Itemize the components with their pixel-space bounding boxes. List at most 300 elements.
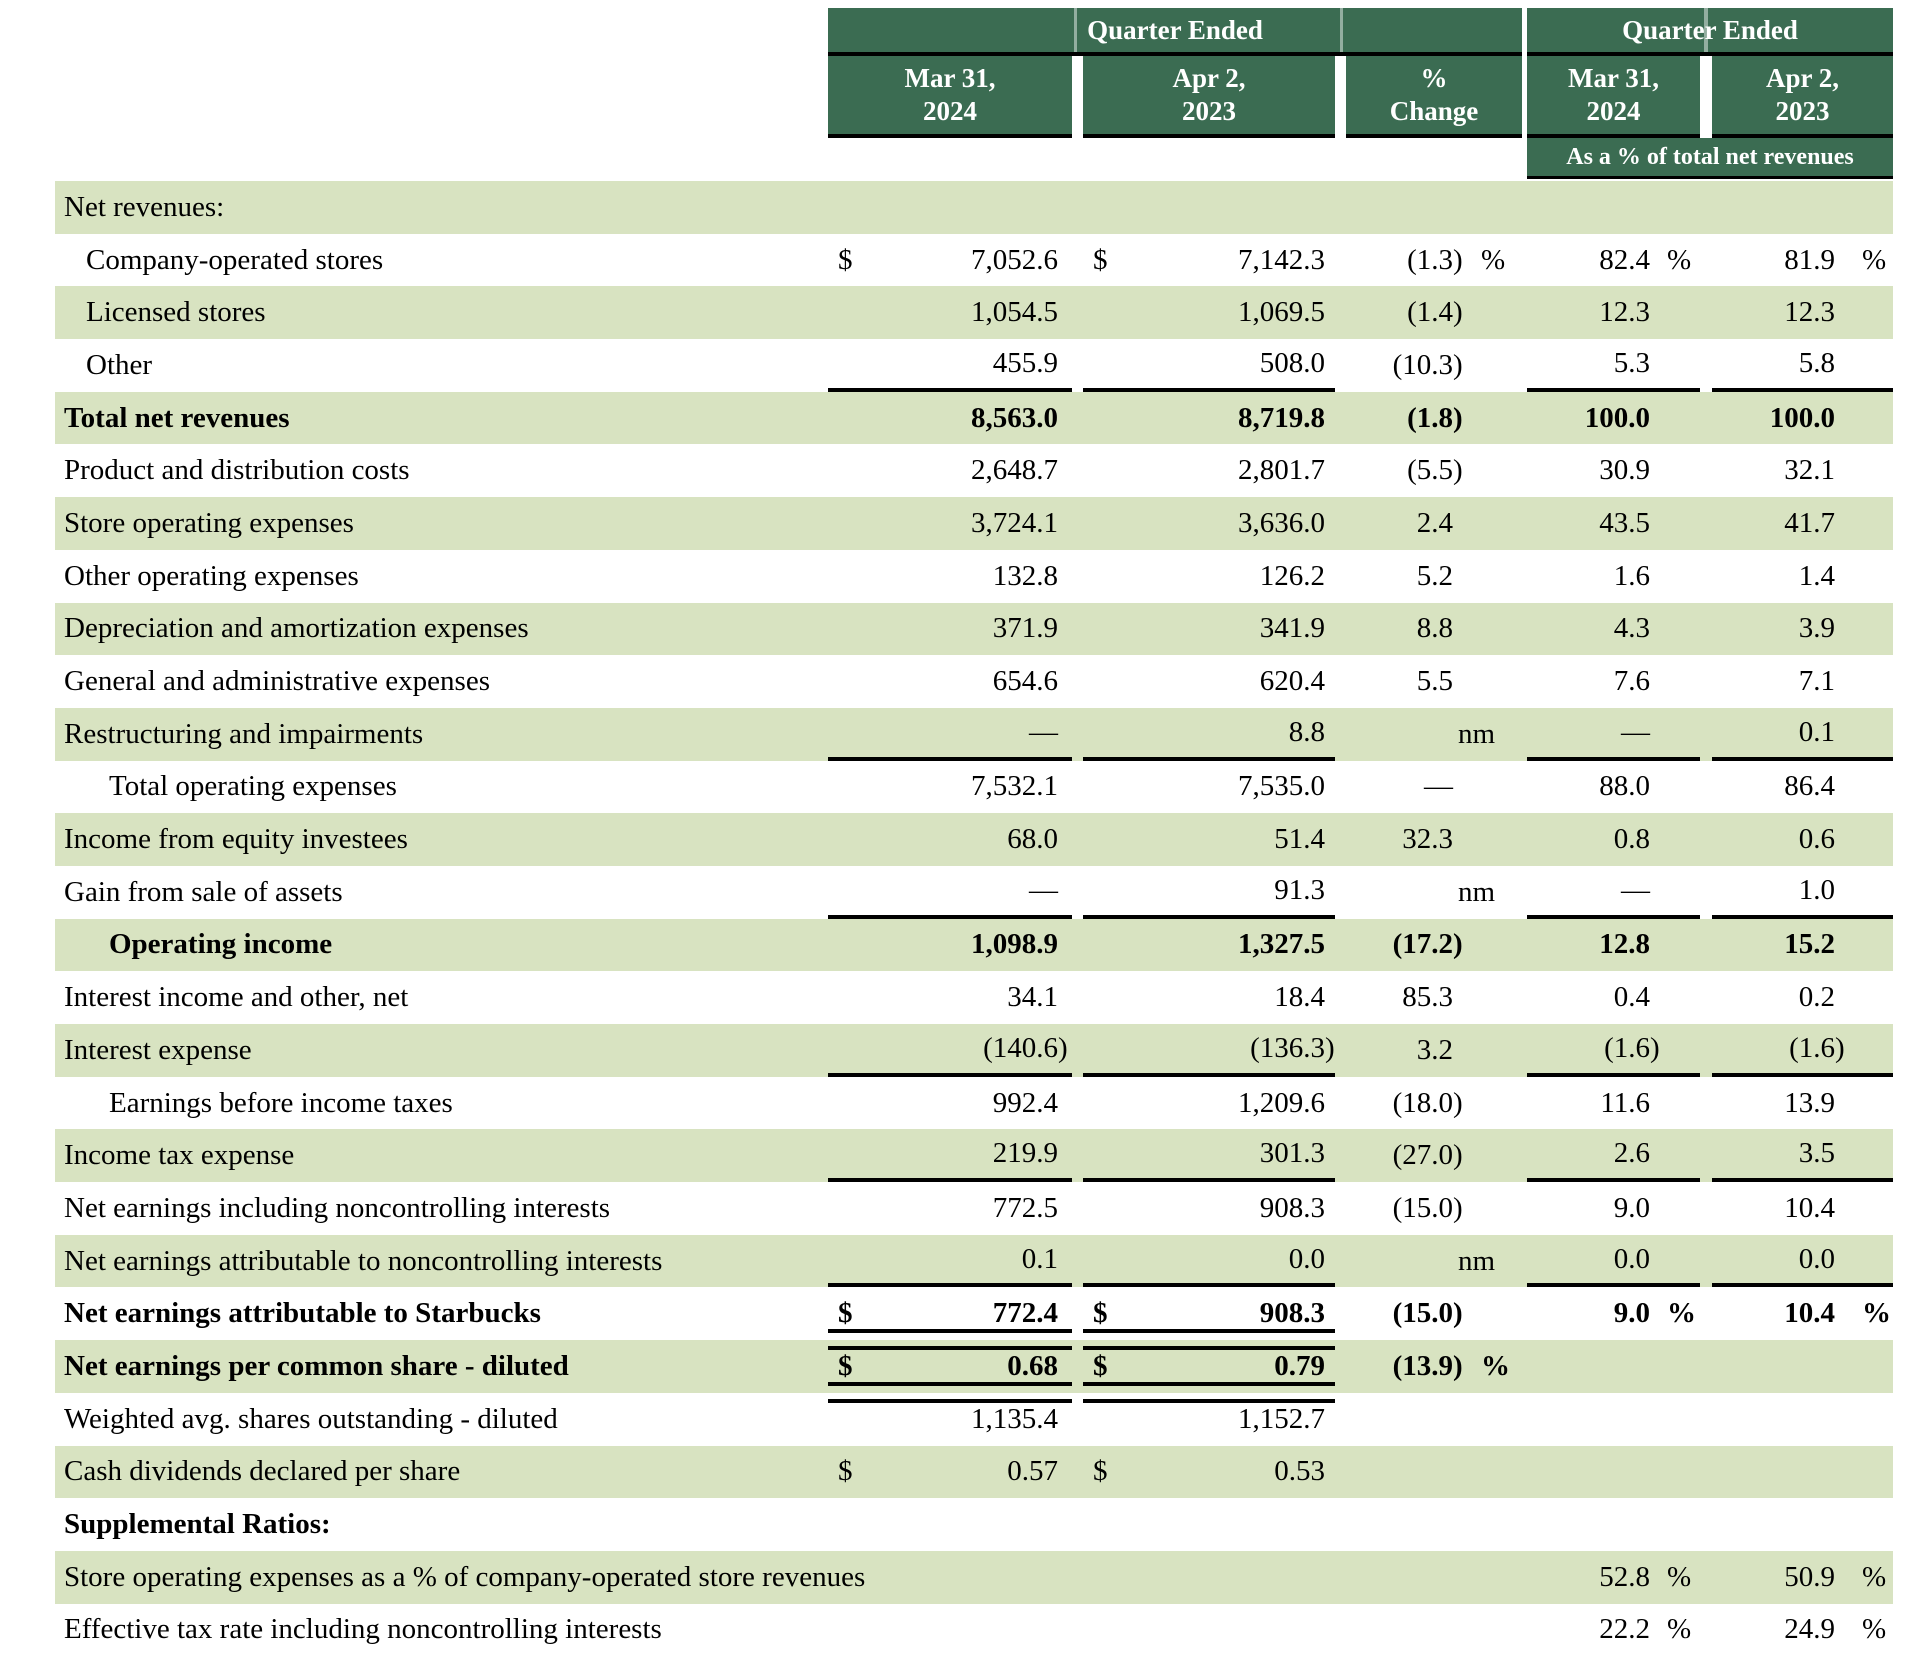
currency-symbol: $ xyxy=(1093,243,1108,276)
cell-apr2-2023 xyxy=(1083,919,1335,972)
cell-mar31-2024 xyxy=(828,603,1072,656)
cell-mar31-2024 xyxy=(828,497,1072,550)
cell-value: 9.0 xyxy=(1613,1191,1650,1224)
table-row xyxy=(55,655,1893,708)
cell-value: 3,636.0 xyxy=(1238,506,1325,539)
column-header-line: 2023 xyxy=(1775,96,1830,126)
cell-value: 9.0 xyxy=(1613,1297,1650,1330)
column-header-line: 2023 xyxy=(1182,96,1236,126)
cell-value: 772.4 xyxy=(992,1297,1058,1330)
cell-value: (136.3 xyxy=(1250,1031,1325,1064)
cell-apr2-2023-pct-of-rev xyxy=(1712,761,1893,814)
cell-value: 32.3 xyxy=(1402,823,1453,856)
cell-value: 0.0 xyxy=(1288,1242,1325,1275)
table-row xyxy=(55,761,1893,814)
cell-value: (15.0 xyxy=(1392,1191,1453,1224)
cell-pct-change xyxy=(1350,1287,1510,1340)
cell-value: 12.3 xyxy=(1599,296,1650,329)
cell-value: (13.9 xyxy=(1392,1349,1453,1382)
cell-value: 7.1 xyxy=(1798,665,1835,698)
percent-sign: % xyxy=(1862,1297,1891,1330)
cell-value: 508.0 xyxy=(1259,346,1325,379)
percent-sign: % xyxy=(1481,1349,1510,1382)
cell-value: 2.4 xyxy=(1416,506,1453,539)
cell-value: 7,532.1 xyxy=(971,770,1058,803)
table-row xyxy=(55,1498,1893,1551)
percent-sign: % xyxy=(1862,1613,1887,1646)
table-row xyxy=(55,392,1893,445)
cell-mar31-2024-pct-of-rev xyxy=(1527,1077,1700,1130)
cell-apr2-2023 xyxy=(1083,497,1335,550)
cell-value: 86.4 xyxy=(1784,770,1835,803)
close-paren: ) xyxy=(1453,1297,1463,1330)
cell-value: — xyxy=(1029,715,1058,748)
cell-value: nm xyxy=(1457,1244,1495,1277)
row-label: Total operating expenses xyxy=(109,770,397,803)
cell-mar31-2024-pct-of-rev xyxy=(1527,234,1700,287)
cell-mar31-2024 xyxy=(828,1077,1072,1130)
close-paren: ) xyxy=(1058,1031,1068,1064)
cell-apr2-2023-pct-of-rev xyxy=(1712,971,1893,1024)
cell-apr2-2023-pct-of-rev xyxy=(1712,444,1893,497)
row-label: Net earnings attributable to noncontrolling interests xyxy=(64,1244,663,1277)
cell-value: 0.8 xyxy=(1613,823,1650,856)
table-row xyxy=(55,286,1893,339)
percent-sign: % xyxy=(1481,243,1506,276)
row-label: Interest expense xyxy=(64,1033,252,1066)
cell-value: 0.0 xyxy=(1798,1242,1835,1275)
cell-apr2-2023 xyxy=(1083,1551,1335,1604)
cell-value: 3.5 xyxy=(1798,1137,1835,1170)
cell-mar31-2024 xyxy=(828,866,1072,919)
close-paren: ) xyxy=(1453,1349,1463,1382)
cell-value: 1,135.4 xyxy=(971,1402,1058,1435)
cell-value: 301.3 xyxy=(1259,1137,1325,1170)
cell-mar31-2024-pct-of-rev xyxy=(1527,971,1700,1024)
cell-pct-change xyxy=(1350,813,1510,866)
cell-value: 5.8 xyxy=(1798,346,1835,379)
cell-apr2-2023-pct-of-rev xyxy=(1712,1498,1893,1551)
column-header-apr2-2023 xyxy=(1083,56,1335,134)
divider-bar xyxy=(1527,176,1893,179)
cell-value: 1,069.5 xyxy=(1238,296,1325,329)
percent-sign: % xyxy=(1667,1560,1692,1593)
cell-apr2-2023 xyxy=(1083,1024,1335,1077)
cell-mar31-2024-pct-of-rev xyxy=(1527,603,1700,656)
cell-mar31-2024-pct-of-rev xyxy=(1527,286,1700,339)
cell-mar31-2024-pct-of-rev xyxy=(1527,919,1700,972)
cell-mar31-2024 xyxy=(828,1129,1072,1182)
cell-mar31-2024-pct-of-rev xyxy=(1527,655,1700,708)
cell-apr2-2023 xyxy=(1083,1604,1335,1657)
cell-apr2-2023-pct-of-rev xyxy=(1712,708,1893,761)
cell-value: 3.2 xyxy=(1416,1033,1453,1066)
cell-value: 4.3 xyxy=(1613,612,1650,645)
cell-value: 1,098.9 xyxy=(971,928,1058,961)
cell-mar31-2024 xyxy=(828,919,1072,972)
cell-mar31-2024-pct-of-rev xyxy=(1527,1604,1700,1657)
close-paren: ) xyxy=(1453,1086,1463,1119)
row-label: Cash dividends declared per share xyxy=(64,1455,461,1488)
cell-mar31-2024 xyxy=(828,813,1072,866)
row-label: Company-operated stores xyxy=(86,243,384,276)
cell-mar31-2024-pct-of-rev xyxy=(1527,550,1700,603)
cell-value: 0.53 xyxy=(1274,1455,1325,1488)
cell-value: 32.1 xyxy=(1784,454,1835,487)
percent-sign: % xyxy=(1667,1613,1692,1646)
cell-value: 100.0 xyxy=(1584,401,1650,434)
left-quarter-ended-banner xyxy=(828,8,1522,52)
cell-value: — xyxy=(1621,873,1650,906)
row-label: Other xyxy=(86,348,153,381)
row-label: Weighted avg. shares outstanding - diluted xyxy=(64,1402,558,1435)
cell-apr2-2023 xyxy=(1083,1498,1335,1551)
row-label: Income from equity investees xyxy=(64,823,408,856)
cell-pct-change xyxy=(1350,1446,1510,1499)
cell-mar31-2024-pct-of-rev xyxy=(1527,1498,1700,1551)
cell-value: 7,142.3 xyxy=(1238,243,1325,276)
column-header-line: 2024 xyxy=(1586,96,1641,126)
cell-pct-change xyxy=(1350,919,1510,972)
column-header-line: % xyxy=(1420,63,1448,93)
cell-mar31-2024-pct-of-rev xyxy=(1527,497,1700,550)
close-paren: ) xyxy=(1453,401,1463,434)
cell-value: 2,648.7 xyxy=(971,454,1058,487)
cell-apr2-2023 xyxy=(1083,708,1335,761)
cell-apr2-2023-pct-of-rev xyxy=(1712,603,1893,656)
cell-mar31-2024-pct-of-rev xyxy=(1527,1024,1700,1077)
earnings-table xyxy=(55,0,1893,1656)
cell-value: (1.3 xyxy=(1407,243,1453,276)
cell-mar31-2024 xyxy=(828,181,1072,234)
divider-bar xyxy=(828,134,1072,138)
cell-value: 1.4 xyxy=(1798,559,1835,592)
cell-value: 0.0 xyxy=(1613,1242,1650,1275)
cell-value: (15.0 xyxy=(1392,1297,1453,1330)
close-paren: ) xyxy=(1453,454,1463,487)
cell-value: (5.5 xyxy=(1407,454,1453,487)
cell-apr2-2023-pct-of-rev xyxy=(1712,1077,1893,1130)
close-paren: ) xyxy=(1453,928,1463,961)
cell-pct-change xyxy=(1350,1235,1510,1288)
cell-mar31-2024 xyxy=(828,286,1072,339)
cell-value: 10.4 xyxy=(1784,1191,1835,1224)
cell-apr2-2023-pct-of-rev xyxy=(1712,497,1893,550)
cell-mar31-2024-pct-of-rev xyxy=(1527,392,1700,445)
cell-value: nm xyxy=(1457,875,1495,908)
cell-value: 88.0 xyxy=(1599,770,1650,803)
cell-mar31-2024-pct-of-rev xyxy=(1527,181,1700,234)
cell-apr2-2023-pct-of-rev xyxy=(1712,1287,1893,1340)
cell-mar31-2024-pct-of-rev xyxy=(1527,1393,1700,1446)
cell-mar31-2024 xyxy=(828,655,1072,708)
cell-pct-change xyxy=(1350,1604,1510,1657)
cell-value: 5.5 xyxy=(1416,665,1453,698)
cell-apr2-2023 xyxy=(1083,761,1335,814)
column-header-line: Change xyxy=(1389,96,1479,126)
cell-apr2-2023 xyxy=(1083,813,1335,866)
table-row xyxy=(55,866,1893,919)
percent-sign: % xyxy=(1667,1297,1696,1330)
cell-apr2-2023 xyxy=(1083,655,1335,708)
row-label: Earnings before income taxes xyxy=(109,1086,453,1119)
cell-value: 34.1 xyxy=(1007,981,1058,1014)
row-label: Net earnings including noncontrolling interests xyxy=(64,1191,611,1224)
cell-apr2-2023-pct-of-rev xyxy=(1712,1182,1893,1235)
table-row xyxy=(55,339,1893,392)
cell-apr2-2023-pct-of-rev xyxy=(1712,234,1893,287)
cell-mar31-2024 xyxy=(828,1287,1072,1340)
cell-apr2-2023-pct-of-rev xyxy=(1712,1235,1893,1288)
cell-value: 132.8 xyxy=(992,559,1058,592)
column-header-apr2-2023-pct xyxy=(1712,56,1893,134)
cell-mar31-2024 xyxy=(828,444,1072,497)
cell-mar31-2024-pct-of-rev xyxy=(1527,708,1700,761)
table-row xyxy=(55,497,1893,550)
cell-pct-change xyxy=(1350,1498,1510,1551)
cell-mar31-2024 xyxy=(828,1024,1072,1077)
cell-value: 68.0 xyxy=(1007,823,1058,856)
cell-value: 51.4 xyxy=(1274,823,1325,856)
cell-value: 91.3 xyxy=(1274,873,1325,906)
cell-pct-change xyxy=(1350,1393,1510,1446)
cell-mar31-2024-pct-of-rev xyxy=(1527,1340,1700,1393)
close-paren: ) xyxy=(1835,1031,1845,1064)
cell-apr2-2023 xyxy=(1083,1077,1335,1130)
column-header-pct-change xyxy=(1346,56,1522,134)
cell-apr2-2023 xyxy=(1083,392,1335,445)
cell-value: 3.9 xyxy=(1798,612,1835,645)
cell-value: 992.4 xyxy=(992,1086,1058,1119)
cell-value: 455.9 xyxy=(992,346,1058,379)
cell-value: 5.3 xyxy=(1613,346,1650,379)
cell-apr2-2023 xyxy=(1083,971,1335,1024)
cell-value: 908.3 xyxy=(1259,1297,1325,1330)
table-row xyxy=(55,708,1893,761)
cell-mar31-2024 xyxy=(828,392,1072,445)
cell-pct-change xyxy=(1350,866,1510,919)
table-row xyxy=(55,1077,1893,1130)
currency-symbol: $ xyxy=(1093,1297,1108,1330)
row-label: Effective tax rate including noncontrolling interests xyxy=(64,1613,662,1646)
cell-value: 100.0 xyxy=(1769,401,1835,434)
cell-mar31-2024 xyxy=(828,339,1072,392)
table-row xyxy=(55,1287,1893,1340)
cell-mar31-2024 xyxy=(828,761,1072,814)
banner-separator xyxy=(1340,8,1343,52)
cell-apr2-2023-pct-of-rev xyxy=(1712,392,1893,445)
currency-symbol: $ xyxy=(1093,1455,1108,1488)
cell-value: 7,535.0 xyxy=(1238,770,1325,803)
cell-value: — xyxy=(1424,770,1453,803)
cell-pct-change xyxy=(1350,497,1510,550)
cell-apr2-2023-pct-of-rev xyxy=(1712,1551,1893,1604)
table-row xyxy=(55,603,1893,656)
cell-value: 13.9 xyxy=(1784,1086,1835,1119)
cell-value: 15.2 xyxy=(1784,928,1835,961)
cell-value: — xyxy=(1029,873,1058,906)
cell-mar31-2024 xyxy=(828,1182,1072,1235)
cell-value: 219.9 xyxy=(992,1137,1058,1170)
cell-value: 50.9 xyxy=(1784,1560,1835,1593)
cell-value: 341.9 xyxy=(1259,612,1325,645)
table-row xyxy=(55,1129,1893,1182)
table-header xyxy=(55,0,1893,181)
cell-apr2-2023 xyxy=(1083,444,1335,497)
table-row xyxy=(55,1024,1893,1077)
cell-pct-change xyxy=(1350,761,1510,814)
cell-mar31-2024 xyxy=(828,1551,1072,1604)
cell-pct-change xyxy=(1350,286,1510,339)
cell-value: 5.2 xyxy=(1416,559,1453,592)
cell-value: 1.0 xyxy=(1798,873,1835,906)
cell-apr2-2023 xyxy=(1083,1235,1335,1288)
currency-symbol: $ xyxy=(838,243,853,276)
cell-apr2-2023-pct-of-rev xyxy=(1712,1604,1893,1657)
cell-value: 1.6 xyxy=(1613,559,1650,592)
cell-mar31-2024 xyxy=(828,1340,1072,1393)
cell-mar31-2024-pct-of-rev xyxy=(1527,339,1700,392)
cell-value: (10.3 xyxy=(1392,348,1453,381)
cell-value: — xyxy=(1621,715,1650,748)
cell-value: 24.9 xyxy=(1784,1613,1835,1646)
cell-pct-change xyxy=(1350,655,1510,708)
cell-pct-change xyxy=(1350,1551,1510,1604)
cell-value: 126.2 xyxy=(1259,559,1325,592)
as-pct-of-total-net-revenues-header: As a % of total net revenues xyxy=(1527,138,1893,176)
row-label: Restructuring and impairments xyxy=(64,717,424,750)
cell-value: 2,801.7 xyxy=(1238,454,1325,487)
cell-mar31-2024 xyxy=(828,971,1072,1024)
cell-value: 1,209.6 xyxy=(1238,1086,1325,1119)
cell-apr2-2023 xyxy=(1083,181,1335,234)
cell-value: 908.3 xyxy=(1259,1191,1325,1224)
close-paren: ) xyxy=(1453,296,1463,329)
column-header-line: Mar 31, xyxy=(1568,63,1659,93)
cell-mar31-2024 xyxy=(828,1235,1072,1288)
cell-value: 0.57 xyxy=(1007,1455,1058,1488)
cell-mar31-2024-pct-of-rev xyxy=(1527,1551,1700,1604)
cell-value: 1,152.7 xyxy=(1238,1402,1325,1435)
cell-value: 82.4 xyxy=(1599,243,1650,276)
cell-pct-change xyxy=(1350,1024,1510,1077)
cell-value: 8,563.0 xyxy=(971,401,1058,434)
cell-apr2-2023-pct-of-rev xyxy=(1712,919,1893,972)
cell-value: (1.6 xyxy=(1789,1031,1835,1064)
cell-value: 43.5 xyxy=(1599,506,1650,539)
cell-apr2-2023 xyxy=(1083,1129,1335,1182)
currency-symbol: $ xyxy=(838,1349,853,1382)
cell-value: 1,327.5 xyxy=(1238,928,1325,961)
cell-apr2-2023 xyxy=(1083,1287,1335,1340)
cell-value: 2.6 xyxy=(1613,1137,1650,1170)
cell-apr2-2023-pct-of-rev xyxy=(1712,550,1893,603)
row-label: Licensed stores xyxy=(86,296,266,329)
cell-mar31-2024 xyxy=(828,550,1072,603)
cell-value: 52.8 xyxy=(1599,1560,1650,1593)
cell-pct-change xyxy=(1350,1340,1510,1393)
cell-mar31-2024 xyxy=(828,1498,1072,1551)
table-row xyxy=(55,919,1893,972)
currency-symbol: $ xyxy=(838,1297,853,1330)
cell-value: (17.2 xyxy=(1392,928,1453,961)
cell-apr2-2023 xyxy=(1083,866,1335,919)
cell-pct-change xyxy=(1350,603,1510,656)
cell-mar31-2024-pct-of-rev xyxy=(1527,761,1700,814)
table-body xyxy=(55,181,1893,1656)
cell-apr2-2023-pct-of-rev xyxy=(1712,813,1893,866)
table-row xyxy=(55,1235,1893,1288)
percent-sign: % xyxy=(1862,243,1887,276)
cell-mar31-2024 xyxy=(828,1446,1072,1499)
cell-value: 654.6 xyxy=(992,665,1058,698)
close-paren: ) xyxy=(1453,243,1463,276)
cell-apr2-2023-pct-of-rev xyxy=(1712,866,1893,919)
table-row xyxy=(55,234,1893,287)
table-row xyxy=(55,1340,1893,1393)
cell-mar31-2024-pct-of-rev xyxy=(1527,1287,1700,1340)
row-label: Store operating expenses xyxy=(64,506,354,539)
cell-apr2-2023-pct-of-rev xyxy=(1712,1024,1893,1077)
row-label: Net earnings per common share - diluted xyxy=(64,1349,569,1382)
cell-mar31-2024-pct-of-rev xyxy=(1527,444,1700,497)
cell-apr2-2023 xyxy=(1083,550,1335,603)
banner-separator xyxy=(1704,8,1708,52)
cell-value: 3,724.1 xyxy=(971,506,1058,539)
cell-value: 371.9 xyxy=(992,612,1058,645)
cell-value: 0.1 xyxy=(1798,715,1835,748)
cell-pct-change xyxy=(1350,234,1510,287)
right-quarter-ended-banner xyxy=(1527,8,1893,52)
cell-value: 11.6 xyxy=(1600,1086,1650,1119)
row-label: Other operating expenses xyxy=(64,559,359,592)
cell-value: 41.7 xyxy=(1784,506,1835,539)
divider-bar xyxy=(1083,134,1335,138)
cell-mar31-2024 xyxy=(828,234,1072,287)
cell-value: (140.6 xyxy=(983,1031,1058,1064)
table-row xyxy=(55,1446,1893,1499)
column-header-line: Apr 2, xyxy=(1765,63,1839,93)
cell-mar31-2024 xyxy=(828,708,1072,761)
cell-apr2-2023-pct-of-rev xyxy=(1712,339,1893,392)
cell-value: 0.4 xyxy=(1613,981,1650,1014)
cell-apr2-2023 xyxy=(1083,234,1335,287)
row-label: Interest income and other, net xyxy=(64,981,409,1014)
cell-apr2-2023-pct-of-rev xyxy=(1712,1129,1893,1182)
cell-apr2-2023 xyxy=(1083,1340,1335,1393)
row-label: Depreciation and amortization expenses xyxy=(64,612,529,645)
close-paren: ) xyxy=(1453,1139,1463,1172)
cell-value: 8,719.8 xyxy=(1238,401,1325,434)
cell-pct-change xyxy=(1350,392,1510,445)
cell-value: 81.9 xyxy=(1784,243,1835,276)
cell-value: 8.8 xyxy=(1416,612,1453,645)
cell-value: nm xyxy=(1457,717,1495,750)
cell-value: 7.6 xyxy=(1613,665,1650,698)
row-label: Net earnings attributable to Starbucks xyxy=(64,1297,541,1330)
cell-apr2-2023 xyxy=(1083,603,1335,656)
cell-value: 18.4 xyxy=(1274,981,1325,1014)
right-quarter-ended-label: Quarter Ended xyxy=(1622,15,1798,45)
cell-value: 772.5 xyxy=(992,1191,1058,1224)
cell-value: 0.2 xyxy=(1798,981,1835,1014)
cell-mar31-2024-pct-of-rev xyxy=(1527,1129,1700,1182)
cell-mar31-2024-pct-of-rev xyxy=(1527,1235,1700,1288)
divider-bar xyxy=(1346,134,1522,138)
currency-symbol: $ xyxy=(1093,1349,1108,1382)
column-header-line: Apr 2, xyxy=(1172,63,1246,93)
cell-pct-change xyxy=(1350,181,1510,234)
